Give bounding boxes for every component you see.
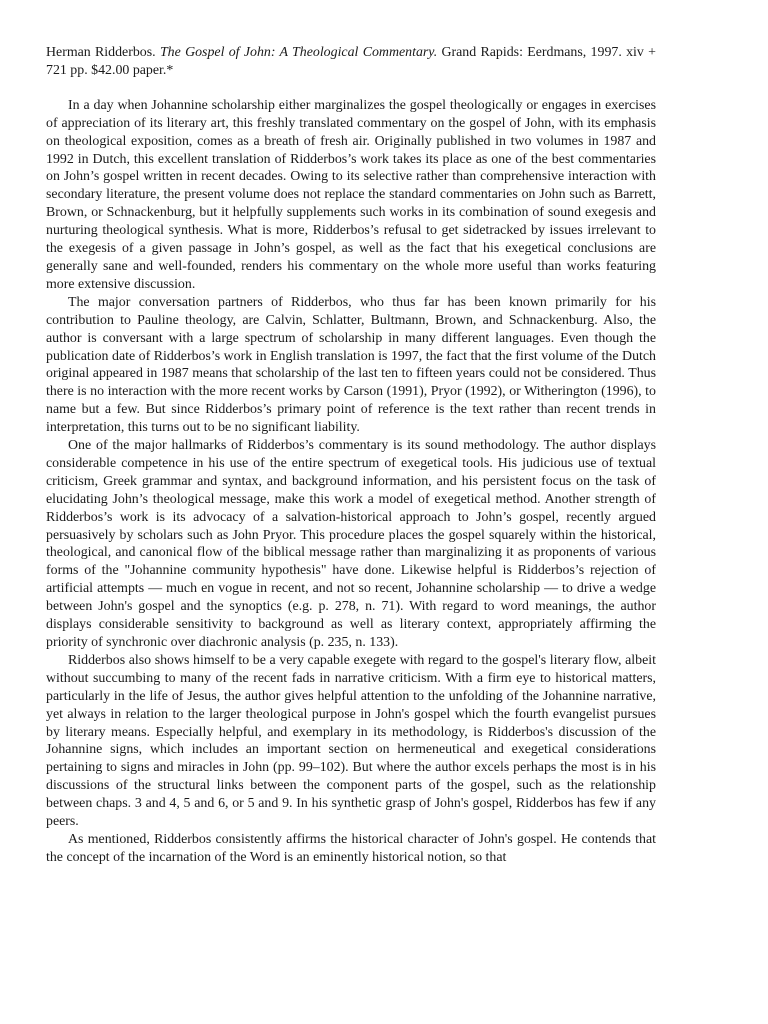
citation-author: Herman Ridderbos. (46, 45, 156, 60)
paragraph-3: One of the major hallmarks of Ridderbos’s commentary is its sound methodology. The author displays considerable competence in his use of the entire spectrum of exegetical tools. His judicious use of textual criticism, Greek grammar and syntax, and background information, and his persistent focus on the task of elucidating John’s theological message, make this work a model of exegetical method. Another strength of Ridderbos’s work is its advocacy of a salvation-historical approach to John’s gospel, recently argued persuasively by scholars such as John Pryor. This procedure places the gospel squarely within the historical, theological, and canonical flow of the biblical message rather than marginalizing it as proponents of various forms of the "Johannine community hypothesis" have done. Likewise helpful is Ridderbos’s rejection of artificial attempts — much en vogue in recent, and not so recent, Johannine scholarship — to drive a wedge between John's gospel and the synoptics (e.g. p. 278, n. 71). With regard to word meanings, the author displays considerable sensitivity to background as well as literary context, appropriately affirming the priority of synchronic over diachronic analysis (p. 235, n. 133). (46, 438, 656, 650)
citation-details: Grand Rapids: Eerdmans, 1997. xiv + 721 pp. $42.00 paper.* (46, 45, 656, 78)
book-citation (46, 44, 656, 80)
paragraph-2: The major conversation partners of Ridderbos, who thus far has been known primarily for his contribution to Pauline theology, are Calvin, Schlatter, Bultmann, Brown, and Schnackenburg. Also, the author is conversant with a large spectrum of scholarship in many different languages. Even though the publication date of Ridderbos’s work in English translation is 1997, the fact that the first volume of the Dutch original appeared in 1987 means that scholarship of the last ten to fifteen years could not be considered. Thus there is no interaction with the more recent works by Carson (1991), Pryor (1992), or Witherington (1996), to name but a few. But since Ridderbos’s primary point of reference is the text rather than recent trends in interpretation, this turns out to be no significant liability. (46, 294, 656, 436)
document-page (46, 44, 656, 867)
paragraph-1: In a day when Johannine scholarship either marginalizes the gospel theologically or engages in exercises of appreciation of its literary art, this freshly translated commentary on the gospel of John, with its emphasis on theological exposition, comes as a breath of fresh air. Originally published in two volumes in 1987 and 1992 in Dutch, this excellent translation of Ridderbos’s work takes its place as one of the best commentaries on John’s gospel written in recent decades. Owing to its selective rather than comprehensive interaction with secondary literature, the present volume does not replace the standard commentaries on John such as Barrett, Brown, or Schnackenburg, but it helpfully supplements such works in its combination of sound exegesis and nurturing theological synthesis. What is more, Ridderbos’s refusal to get sidetracked by issues irrelevant to the exegesis of a given passage in John’s gospel, as well as the fact that his exegetical conclusions are generally sane and well-founded, renders his commentary on the whole more useful than works featuring more extensive discussion. (46, 97, 656, 292)
paragraph-4: Ridderbos also shows himself to be a very capable exegete with regard to the gospel's literary flow, albeit without succumbing to many of the recent fads in narrative criticism. With a firm eye to historical matters, particularly in the life of Jesus, the author gives helpful attention to the unfolding of the Johannine narrative, yet always in relation to the larger theological purpose in John's gospel which the fourth evangelist pursues by literary means. Especially helpful, and exemplary in its methodology, is Ridderbos's discussion of the Johannine signs, which includes an important section on hermeneutical and exegetical considerations pertaining to signs and miracles in John (pp. 99–102). But where the author excels perhaps the most is in his discussions of the structural links between the component parts of the gospel, such as the relationship between chaps. 3 and 4, 5 and 6, or 5 and 9. In his synthetic grasp of John's gospel, Ridderbos has few if any peers. (46, 652, 656, 830)
citation-title: The Gospel of John: A Theological Commentary. (159, 45, 438, 60)
paragraph-5: As mentioned, Ridderbos consistently affirms the historical character of John's gospel. He contends that the concept of the incarnation of the Word is an eminently historical notion, so that (46, 831, 656, 865)
